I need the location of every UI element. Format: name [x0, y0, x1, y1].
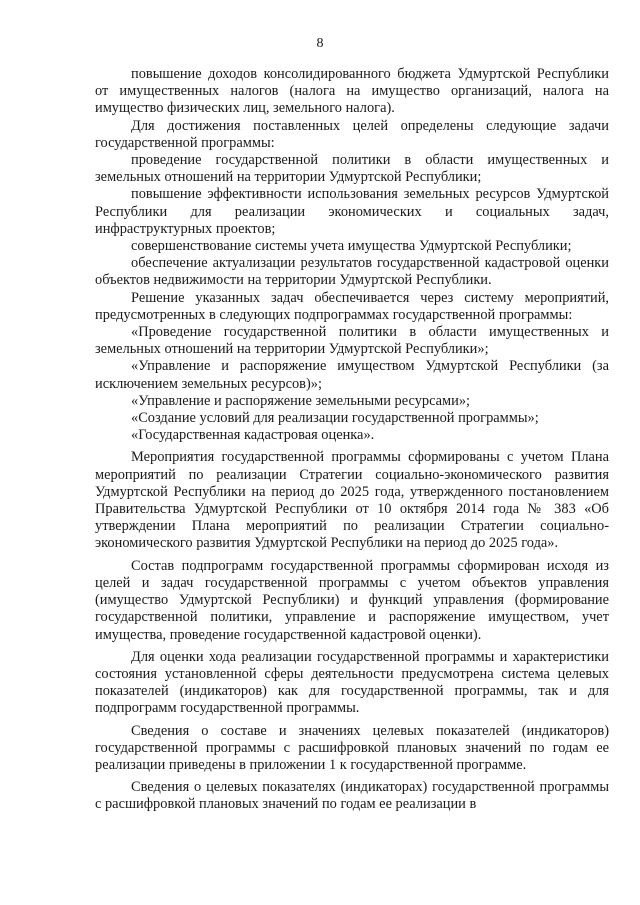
- paragraph-task-land-efficiency: повышение эффективности использования земельных ресурсов Удмуртской Республики для реализации экономических и социальных задач, инфраструктурных проектов;: [95, 186, 609, 237]
- paragraph-subprograms-intro: Решение указанных задач обеспечивается через систему мероприятий, предусмотренных в следующих подпрограммах государственной программы:: [95, 289, 609, 323]
- paragraph-strategy-plan: Мероприятия государственной программы сформированы с учетом Плана мероприятий по реализации Стратегии социально-экономического развития Удмуртской Республики на период до 2025 года, утвержденного постановлением Правительства Удмуртской Республики от 10 октября 2014 года № 383 «Об утверждении Плана мероприятий по реализации Стратегии социально-экономического развития Удмуртской Республики на период до 2025 года».: [95, 449, 609, 552]
- page-number: 8: [316, 36, 324, 51]
- document-body: [95, 66, 609, 814]
- paragraph-task-policy: проведение государственной политики в области имущественных и земельных отношений на территории Удмуртской Республики;: [95, 152, 609, 186]
- paragraph-indicators-system: Для оценки хода реализации государственной программы и характеристики состояния установленной сферы деятельности предусмотрена система целевых показателей (индикаторов) как для государственной программы, так и для подпрограмм государственной программы.: [95, 648, 609, 717]
- paragraph-subprogram-land: «Управление и распоряжение земельными ресурсами»;: [131, 392, 471, 409]
- paragraph-subprogram-cadastral: «Государственная кадастровая оценка».: [131, 427, 375, 444]
- paragraph-tasks-intro: Для достижения поставленных целей определены следующие задачи государственной программы:: [95, 117, 609, 151]
- paragraph-task-cadastral: обеспечение актуализации результатов государственной кадастровой оценки объектов недвижимости на территории Удмуртской Республики.: [95, 255, 609, 289]
- paragraph-subprogram-conditions: «Создание условий для реализации государственной программы»;: [131, 410, 539, 427]
- paragraph-subprograms-composition: Состав подпрограмм государственной программы сформирован исходя из целей и задач государственной программы с учетом объектов управления (имущество Удмуртской Республики) и функций управления (формирование государственной политики, управление и распоряжение имуществом, учет имущества, проведение государственной кадастровой оценки).: [95, 557, 609, 643]
- paragraph-revenue-increase: повышение доходов консолидированного бюджета Удмуртской Республики от имущественных налогов (налога на имущество организаций, налога на имущество физических лиц, земельного налога).: [95, 66, 609, 117]
- paragraph-task-accounting: совершенствование системы учета имущества Удмуртской Республики;: [131, 238, 572, 255]
- paragraph-indicators-appendix: Сведения о составе и значениях целевых показателей (индикаторов) государственной программы с расшифровкой плановых значений по годам ее реализации приведены в приложении 1 к государственной программе.: [95, 722, 609, 773]
- paragraph-subprogram-property: «Управление и распоряжение имуществом Удмуртской Республики (за исключением земельных ресурсов)»;: [95, 358, 609, 392]
- paragraph-subprogram-policy: «Проведение государственной политики в области имущественных и земельных отношений на территории Удмуртской Республики»;: [95, 324, 609, 358]
- paragraph-indicators-continued: Сведения о целевых показателях (индикаторах) государственной программы с расшифровкой плановых значений по годам ее реализации в: [95, 779, 609, 813]
